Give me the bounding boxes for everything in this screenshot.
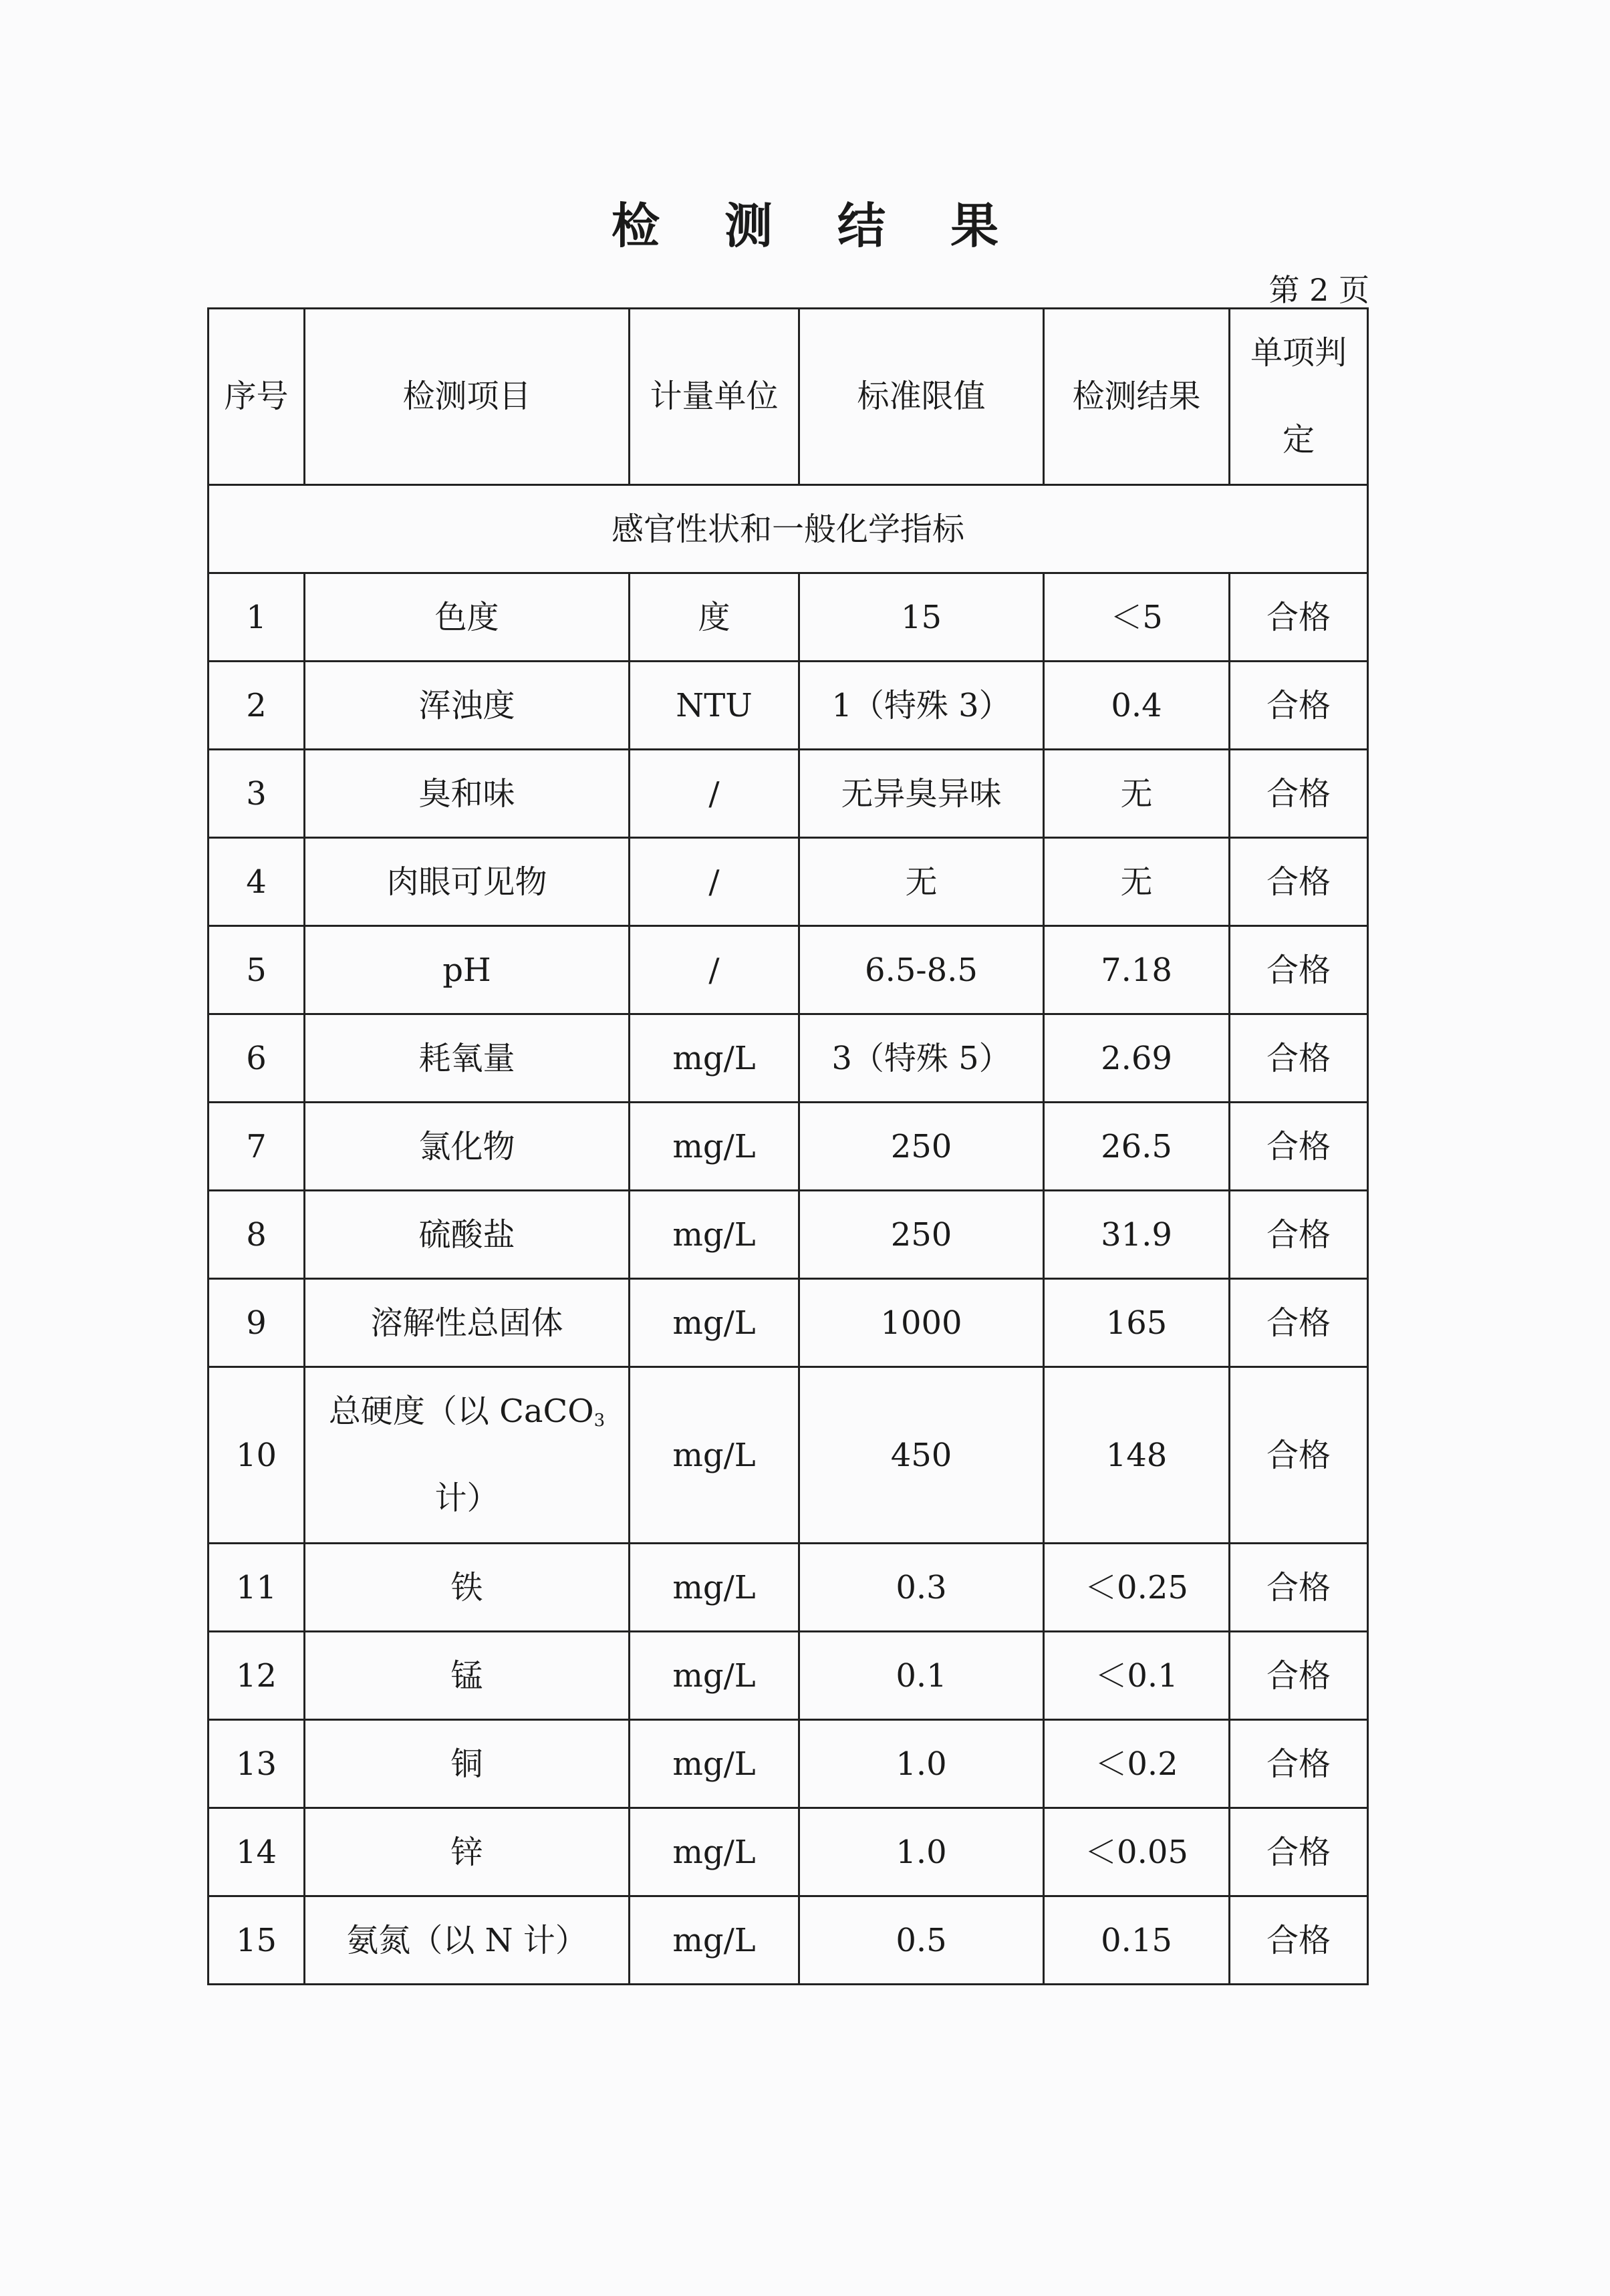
cell-result: ＜5 xyxy=(1044,573,1230,662)
cell-seq: 7 xyxy=(209,1103,305,1191)
cell-standard: 250 xyxy=(799,1103,1044,1191)
cell-unit: mg/L xyxy=(630,1632,799,1720)
cell-standard: 1（特殊 3） xyxy=(799,662,1044,750)
cell-item: 氨氮（以 N 计） xyxy=(305,1896,630,1985)
cell-standard: 1.0 xyxy=(799,1808,1044,1896)
cell-judgement: 合格 xyxy=(1230,750,1368,838)
cell-judgement: 合格 xyxy=(1230,1632,1368,1720)
cell-result: 148 xyxy=(1044,1367,1230,1544)
header-seq: 序号 xyxy=(209,309,305,485)
cell-result: 0.4 xyxy=(1044,662,1230,750)
cell-standard: 450 xyxy=(799,1367,1044,1544)
header-unit: 计量单位 xyxy=(630,309,799,485)
cell-judgement: 合格 xyxy=(1230,1808,1368,1896)
header-item: 检测项目 xyxy=(305,309,630,485)
cell-standard: 无异臭异味 xyxy=(799,750,1044,838)
cell-seq: 6 xyxy=(209,1014,305,1103)
cell-judgement: 合格 xyxy=(1230,1103,1368,1191)
cell-judgement: 合格 xyxy=(1230,1191,1368,1279)
cell-judgement: 合格 xyxy=(1230,838,1368,926)
page-number: 第 2 页 xyxy=(1268,272,1369,308)
cell-judgement: 合格 xyxy=(1230,1720,1368,1808)
cell-seq: 14 xyxy=(209,1808,305,1896)
cell-item: 溶解性总固体 xyxy=(305,1279,630,1367)
cell-unit: mg/L xyxy=(630,1014,799,1103)
table-row xyxy=(209,662,1368,750)
cell-unit: mg/L xyxy=(630,1191,799,1279)
table-row xyxy=(209,1808,1368,1896)
cell-unit: / xyxy=(630,750,799,838)
cell-seq: 4 xyxy=(209,838,305,926)
cell-seq: 3 xyxy=(209,750,305,838)
table-row xyxy=(209,838,1368,926)
cell-item: 锰 xyxy=(305,1632,630,1720)
cell-standard: 3（特殊 5） xyxy=(799,1014,1044,1103)
table-row xyxy=(209,1720,1368,1808)
cell-result: 0.15 xyxy=(1044,1896,1230,1985)
cell-seq: 1 xyxy=(209,573,305,662)
item-text-subscript: 3 xyxy=(593,1410,606,1431)
cell-item: 肉眼可见物 xyxy=(305,838,630,926)
item-text-prefix: 总硬度（以 CaCO xyxy=(328,1392,594,1430)
cell-item: 耗氧量 xyxy=(305,1014,630,1103)
cell-item: 硫酸盐 xyxy=(305,1191,630,1279)
cell-standard: 0.3 xyxy=(799,1544,1044,1632)
cell-judgement: 合格 xyxy=(1230,1014,1368,1103)
results-table xyxy=(207,307,1369,1985)
cell-result: 165 xyxy=(1044,1279,1230,1367)
cell-item: 臭和味 xyxy=(305,750,630,838)
cell-result: ＜0.2 xyxy=(1044,1720,1230,1808)
cell-standard: 1000 xyxy=(799,1279,1044,1367)
table-row xyxy=(209,1367,1368,1544)
cell-judgement: 合格 xyxy=(1230,1896,1368,1985)
cell-unit: mg/L xyxy=(630,1367,799,1544)
cell-unit: mg/L xyxy=(630,1279,799,1367)
cell-standard: 1.0 xyxy=(799,1720,1044,1808)
table-row xyxy=(209,1014,1368,1103)
table-row xyxy=(209,1896,1368,1985)
table-row xyxy=(209,926,1368,1014)
cell-result: 2.69 xyxy=(1044,1014,1230,1103)
header-result: 检测结果 xyxy=(1044,309,1230,485)
cell-standard: 0.5 xyxy=(799,1896,1044,1985)
cell-item: 铁 xyxy=(305,1544,630,1632)
cell-seq: 13 xyxy=(209,1720,305,1808)
cell-unit: mg/L xyxy=(630,1103,799,1191)
cell-seq: 10 xyxy=(209,1367,305,1544)
table-header-row xyxy=(209,309,1368,485)
header-judgement: 单项判定 xyxy=(1230,309,1368,485)
cell-item: pH xyxy=(305,926,630,1014)
cell-seq: 5 xyxy=(209,926,305,1014)
cell-seq: 15 xyxy=(209,1896,305,1985)
cell-item xyxy=(305,1367,630,1544)
cell-unit: / xyxy=(630,926,799,1014)
cell-unit: / xyxy=(630,838,799,926)
header-standard: 标准限值 xyxy=(799,309,1044,485)
cell-result: 无 xyxy=(1044,838,1230,926)
table-body xyxy=(209,485,1368,1985)
cell-seq: 11 xyxy=(209,1544,305,1632)
cell-judgement: 合格 xyxy=(1230,573,1368,662)
cell-standard: 250 xyxy=(799,1191,1044,1279)
cell-seq: 12 xyxy=(209,1632,305,1720)
cell-judgement: 合格 xyxy=(1230,1544,1368,1632)
cell-item: 锌 xyxy=(305,1808,630,1896)
cell-result: 26.5 xyxy=(1044,1103,1230,1191)
cell-item: 铜 xyxy=(305,1720,630,1808)
cell-result: ＜0.05 xyxy=(1044,1808,1230,1896)
cell-unit: mg/L xyxy=(630,1544,799,1632)
cell-standard: 0.1 xyxy=(799,1632,1044,1720)
table-row xyxy=(209,573,1368,662)
cell-item: 色度 xyxy=(305,573,630,662)
cell-unit: mg/L xyxy=(630,1896,799,1985)
section-title: 感官性状和一般化学指标 xyxy=(209,485,1368,573)
table-row xyxy=(209,1191,1368,1279)
table-row xyxy=(209,1544,1368,1632)
cell-result: 7.18 xyxy=(1044,926,1230,1014)
cell-standard: 无 xyxy=(799,838,1044,926)
item-text-suffix: 计） xyxy=(434,1479,499,1517)
cell-item: 浑浊度 xyxy=(305,662,630,750)
table-row xyxy=(209,1632,1368,1720)
cell-judgement: 合格 xyxy=(1230,662,1368,750)
cell-unit: mg/L xyxy=(630,1808,799,1896)
cell-seq: 2 xyxy=(209,662,305,750)
cell-judgement: 合格 xyxy=(1230,1367,1368,1544)
cell-judgement: 合格 xyxy=(1230,926,1368,1014)
cell-item: 氯化物 xyxy=(305,1103,630,1191)
cell-standard: 6.5-8.5 xyxy=(799,926,1044,1014)
cell-result: 无 xyxy=(1044,750,1230,838)
cell-result: ＜0.1 xyxy=(1044,1632,1230,1720)
cell-judgement: 合格 xyxy=(1230,1279,1368,1367)
cell-result: ＜0.25 xyxy=(1044,1544,1230,1632)
section-row xyxy=(209,485,1368,573)
table-row xyxy=(209,750,1368,838)
cell-seq: 8 xyxy=(209,1191,305,1279)
cell-result: 31.9 xyxy=(1044,1191,1230,1279)
cell-unit: mg/L xyxy=(630,1720,799,1808)
cell-unit: 度 xyxy=(630,573,799,662)
table-row xyxy=(209,1103,1368,1191)
cell-standard: 15 xyxy=(799,573,1044,662)
page-title: 检 测 结 果 xyxy=(611,198,1023,254)
cell-unit: NTU xyxy=(630,662,799,750)
cell-seq: 9 xyxy=(209,1279,305,1367)
table-row xyxy=(209,1279,1368,1367)
